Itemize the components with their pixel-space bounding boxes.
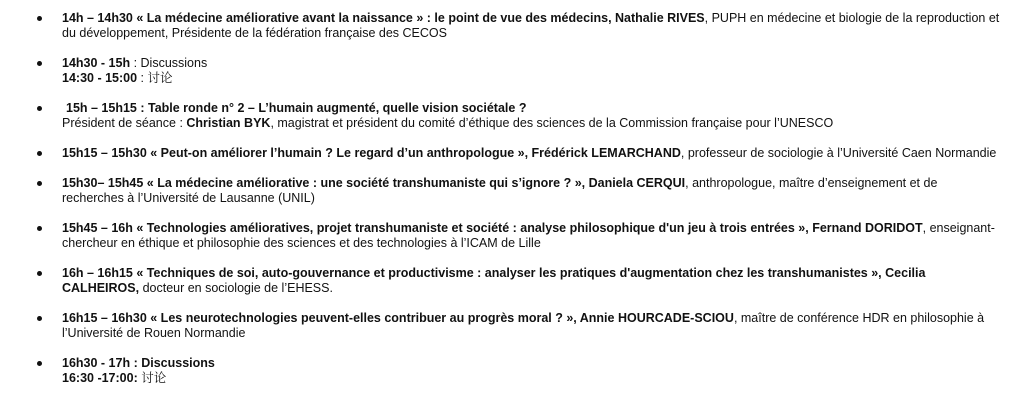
item-label-alt: 讨论 <box>141 371 167 385</box>
item-label: : Discussions <box>130 56 208 70</box>
item-title: 14h – 14h30 « La médecine améliorative avant la naissance » : le point de vue des médecins, Nathalie RIVES <box>62 11 705 25</box>
item-title: 15h – 15h15 : Table ronde n° 2 – L’humain augmenté, quelle vision sociétale ? <box>66 101 527 115</box>
chair-name: Christian BYK <box>186 116 271 130</box>
bullet-icon <box>37 271 42 276</box>
item-title: 15h30– 15h45 « La médecine améliorative : une société transhumaniste qui s’ignore ? », Daniela CERQUI <box>62 176 686 190</box>
item-time-alt: 16:30 -17:00: <box>62 371 142 385</box>
bullet-icon <box>37 316 42 321</box>
item-time: 14h30 - 15h <box>62 56 131 70</box>
item-title: 16h – 16h15 « Techniques de soi, auto-gouvernance et productivisme : analyser les pratiques d'augmentation chez les transhumanistes », Cecilia CALHEIROS, <box>62 266 926 295</box>
bullet-icon <box>37 16 42 21</box>
list-item <box>0 311 1013 341</box>
item-time-alt: 14:30 - 15:00 <box>62 71 138 85</box>
bullet-icon <box>37 151 42 156</box>
item-title: 16h30 - 17h : Discussions <box>62 356 215 370</box>
item-details: docteur en sociologie de l’EHESS. <box>139 281 333 295</box>
bullet-icon <box>37 226 42 231</box>
item-title: 16h15 – 16h30 « Les neurotechnologies peuvent-elles contribuer au progrès moral ? », Annie HOURCADE-SCIOU <box>62 311 734 325</box>
chair-label: Président de séance : <box>62 116 187 130</box>
item-title: 15h15 – 15h30 « Peut-on améliorer l’humain ? Le regard d’un anthropologue », Frédérick LEMARCHAND <box>62 146 681 160</box>
list-item <box>0 101 1013 131</box>
list-item <box>0 266 1013 296</box>
item-title: 15h45 – 16h « Technologies amélioratives, projet transhumaniste et société : analyse philosophique d'un jeu à trois entrées », Fernand DORIDOT <box>62 221 923 235</box>
item-details: , PUPH en médecine et biologie de la reproduction et du développement, Présidente de la fédération française des CECOS <box>62 11 1000 40</box>
list-item <box>0 146 1013 161</box>
item-details: , professeur de sociologie à l’Université Caen Normandie <box>680 146 997 160</box>
list-item <box>0 356 1013 386</box>
item-details: , maître de conférence HDR en philosophie à l’Université de Rouen Normandie <box>62 311 985 340</box>
item-label-alt: : 讨论 <box>137 71 173 85</box>
chair-details: , magistrat et président du comité d’éthique des sciences de la Commission française pour l’UNESCO <box>270 116 834 130</box>
list-item <box>0 11 1013 41</box>
list-item <box>0 56 1013 86</box>
item-details: , enseignant-chercheur en éthique et philosophie des sciences et des technologies à l’ICAM de Lille <box>62 221 995 250</box>
list-item <box>0 176 1013 206</box>
bullet-icon <box>37 61 42 66</box>
bullet-icon <box>37 361 42 366</box>
bullet-icon <box>37 106 42 111</box>
bullet-icon <box>37 181 42 186</box>
item-details: , anthropologue, maître d’enseignement et de recherches à l’Université de Lausanne (UNIL) <box>62 176 938 205</box>
list-item <box>0 221 1013 251</box>
